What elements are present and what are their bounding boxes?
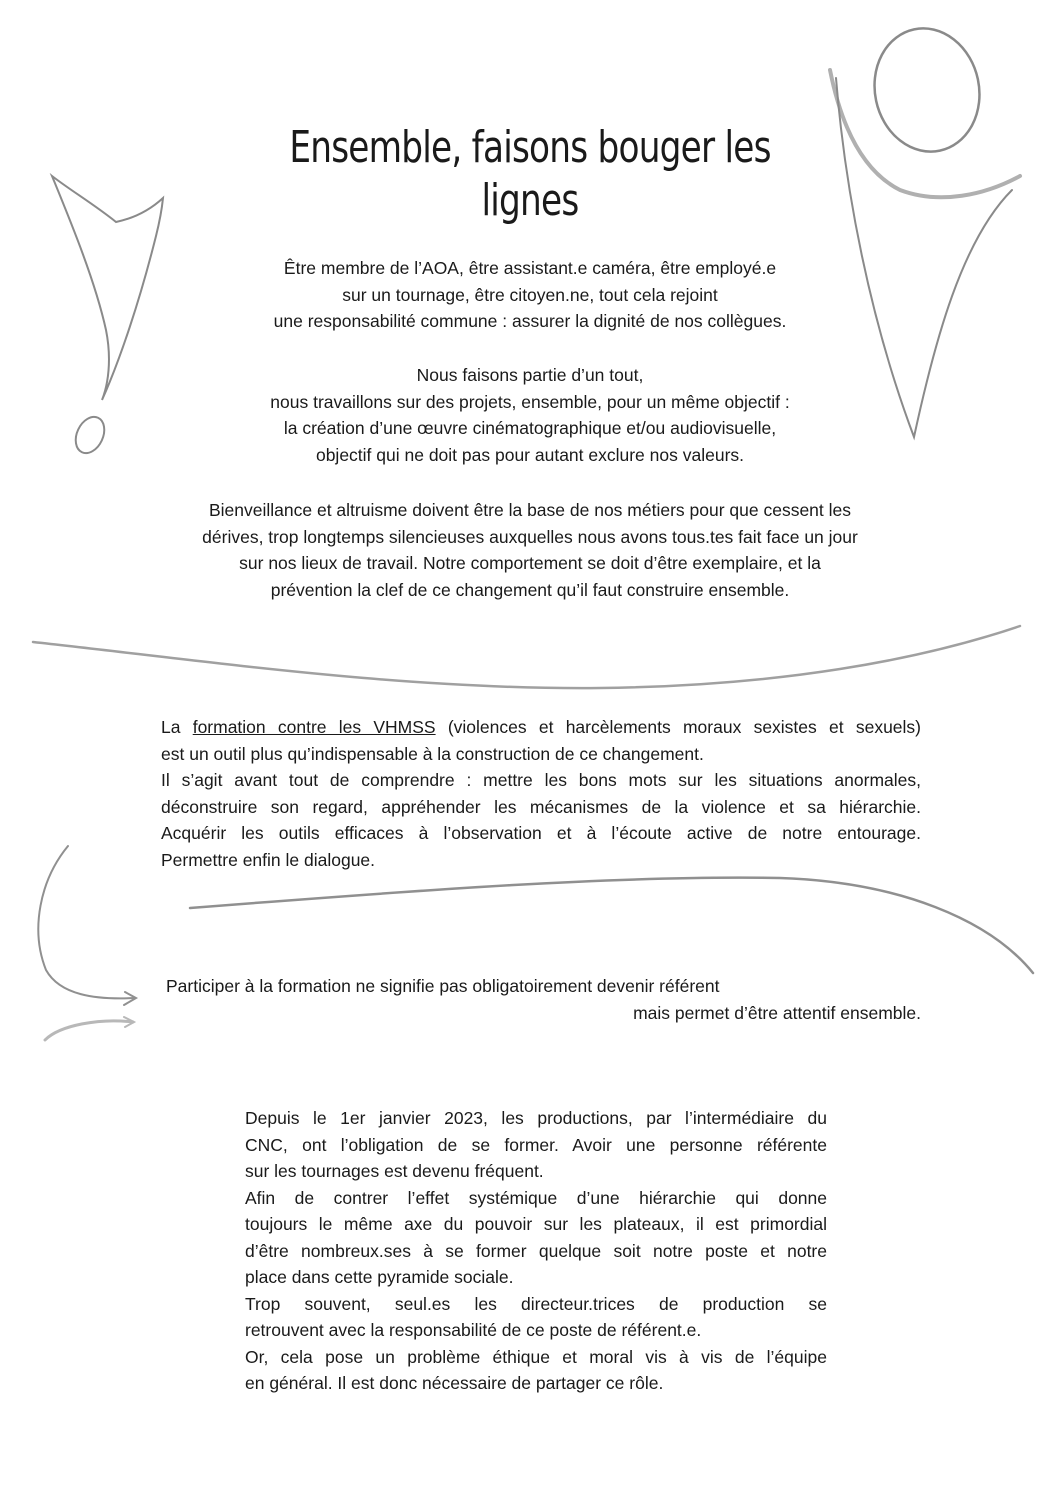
since-line: toujours le même axe du pouvoir sur les plateaux, il est primordial (245, 1214, 827, 1234)
together-paragraph (150, 362, 910, 468)
formation-line: est un outil plus qu’indispensable à la construction de ce changement. (161, 743, 704, 764)
since-line: Depuis le 1er janvier 2023, les productions, par l’intermédiaire du (245, 1108, 827, 1128)
formation-line: Il s’agit avant tout de comprendre : mettre les bons mots sur les situations anormales, (161, 770, 921, 790)
values-line: dérives, trop longtemps silencieuses auxquelles nous avons tous.tes fait face un jour (202, 526, 858, 547)
values-paragraph (130, 497, 930, 603)
participate-line-1: Participer à la formation ne signifie pas obligatoirement devenir référent (166, 976, 720, 996)
together-line: objectif qui ne doit pas pour autant exclure nos valeurs. (315, 444, 745, 465)
intro-paragraph (150, 255, 910, 335)
since-line: d’être nombreux.ses à se former quelque soit notre poste et notre (245, 1240, 827, 1261)
intro-line: sur un tournage, être citoyen.ne, tout cela rejoint (342, 284, 718, 305)
page-title: Ensemble, faisons bouger les lignes (289, 122, 771, 226)
values-line: sur nos lieux de travail. Notre comportement se doit d’être exemplaire, et la (239, 553, 821, 573)
formation-paragraph (161, 714, 921, 873)
formation-link[interactable]: formation contre les VHMSS (192, 717, 436, 737)
values-line: Bienveillance et altruisme doivent être la base de nos métiers pour que cessent les (208, 500, 852, 520)
exclamation-figure-left (52, 176, 163, 458)
formation-line: Acquérir les outils efficaces à l’observation et à l’écoute active de notre entourage. (161, 823, 921, 843)
wave-line-middle (190, 878, 1033, 973)
formation-prefix: La (161, 717, 193, 737)
wave-line-top (33, 626, 1020, 688)
since-line: retrouvent avec la responsabilité de ce poste de référent.e. (245, 1320, 702, 1340)
since-line: Or, cela pose un problème éthique et moral vis à vis de l’équipe (245, 1346, 827, 1367)
values-line: prévention la clef de ce changement qu’il faut construire ensemble. (270, 579, 790, 600)
arrow-left-decoration (38, 846, 136, 1040)
formation-line: Permettre enfin le dialogue. (161, 849, 376, 870)
since-line: CNC, ont l’obligation de se former. Avoir une personne référente (245, 1134, 827, 1155)
formation-line (161, 714, 921, 741)
since-line: Trop souvent, seul.es les directeur.trices de production se (245, 1293, 827, 1314)
since-line: Afin de contrer l’effet systémique d’une hiérarchie qui donne (245, 1187, 827, 1208)
participate-line-2: mais permet d’être attentif ensemble. (633, 1002, 921, 1023)
since-line: en général. Il est donc nécessaire de partager ce rôle. (245, 1373, 664, 1393)
intro-line: Être membre de l’AOA, être assistant.e caméra, être employé.e (283, 258, 777, 278)
since-line: place dans cette pyramide sociale. (245, 1267, 514, 1287)
since-paragraph (245, 1105, 827, 1397)
together-line: la création d’une œuvre cinématographique et/ou audiovisuelle, (283, 418, 777, 438)
intro-line: une responsabilité commune : assurer la dignité de nos collègues. (273, 311, 787, 331)
since-line: sur les tournages est devenu fréquent. (245, 1161, 544, 1181)
together-line: nous travaillons sur des projets, ensemble, pour un même objectif : (270, 391, 790, 412)
participate-paragraph (166, 973, 921, 1026)
formation-line1-rest: (violences et harcèlements moraux sexistes et sexuels) (435, 717, 922, 737)
formation-line: déconstruire son regard, appréhender les mécanismes de la violence et sa hiérarchie. (161, 796, 921, 817)
together-line: Nous faisons partie d’un tout, (416, 365, 644, 385)
